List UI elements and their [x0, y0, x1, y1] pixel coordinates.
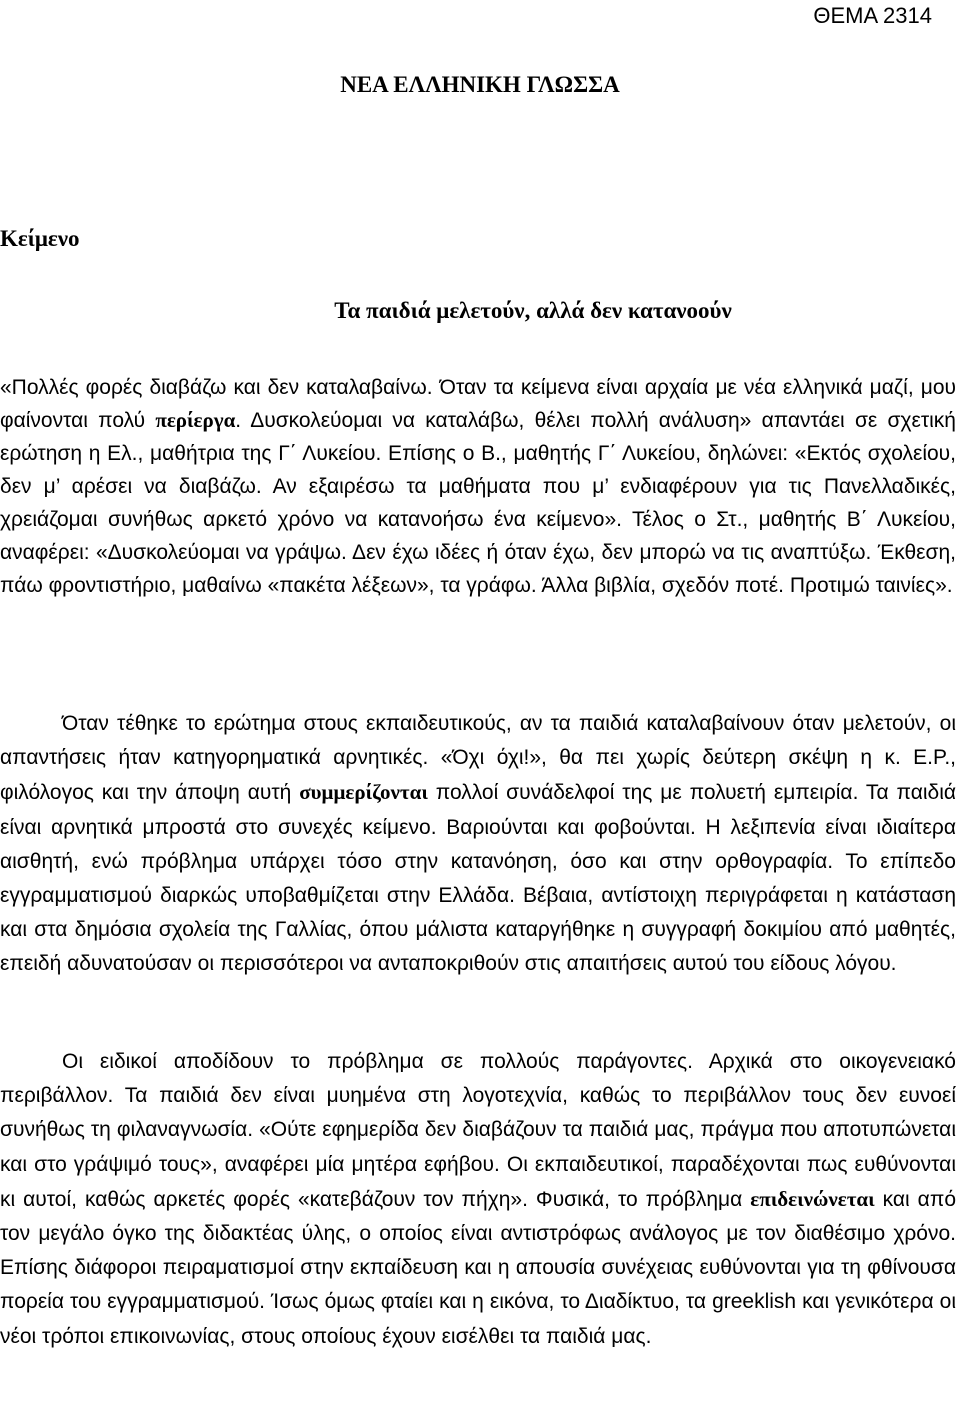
section-label: Κείμενο	[0, 226, 80, 251]
paragraph-2-bold-term: συμμερίζονται	[299, 780, 428, 805]
paragraph-3-text-c: και από τον μεγάλο όγκο της διδακτέας ύλης, ο οποίος είναι αντιστρόφως ανάλογος με τον διαθέσιμο χρόνο. Επίσης διάφοροι πειραματισμοί στην εκπαίδευση και η απουσία συνέχειας ευθύνονται για τη φθίνουσα πορεία του εγγραμματισμού. Ίσως όμως φταίει και η εικόνα, το Διαδίκτυο, τα greeklish και γενικότερα οι νέοι τρόποι επικοινωνίας, στους οποίους έχουν εισέλθει τα παιδιά μας.	[0, 1187, 956, 1348]
paragraph-2	[0, 707, 956, 982]
text-title: Τα παιδιά μελετούν, αλλά δεν κατανοούν	[334, 298, 732, 323]
paragraph-1-text-c: . Δυσκολεύομαι να καταλάβω, θέλει πολλή ανάλυση» απαντάει σε σχετική ερώτηση η Ελ., μαθήτρια της Γ΄ Λυκείου. Επίσης ο Β., μαθητής Γ΄ Λυκείου, δηλώνει: «Εκτός σχολείου, δεν μ’ αρέσει να διαβάζω. Αν εξαιρέσω τα μαθήματα που μ’ ενδιαφέρουν για τις Πανελλαδικές, χρειάζομαι συνήθως αρκετό χρόνο να κατανοήσω ένα κείμενο». Τέλος ο Στ., μαθητής Β΄ Λυκείου, αναφέρει: «Δυσκολεύομαι να γράψω. Δεν έχω ιδέες ή όταν έχω, δεν μπορώ να τις αναπτύξω. Έκθεση, πάω φροντιστήριο, μαθαίνω «πακέτα λέξεων», τα γράφω. Άλλα βιβλία, σχεδόν ποτέ. Προτιμώ ταινίες».	[0, 409, 956, 597]
paragraph-3	[0, 1045, 956, 1354]
paragraph-1-bold-term: περίεργα	[155, 408, 236, 432]
subject-heading: ΝΕΑ ΕΛΛΗΝΙΚΗ ΓΛΩΣΣΑ	[340, 72, 620, 97]
paragraph-3-text-a: Οι ειδικοί αποδίδουν το πρόβλημα σε πολλούς παράγοντες. Αρχικά στο οικογενειακό περιβάλλον. Τα παιδιά δεν είναι μυημένα στη λογοτεχνία, καθώς το περιβάλλον τους δεν ευνοεί συνήθως τη φιλαναγνωσία. «Ούτε εφημερίδα δεν διαβάζουν τα παιδιά μας, πράγμα που αποτυπώνεται και στο γράψιμό τους», αναφέρει μία μητέρα εφήβου. Οι εκπαιδευτικοί, παραδέχονται πως ευθύνονται κι αυτοί, καθώς αρκετές φορές «κατεβάζουν τον πήχη». Φυσικά, το πρόβλημα	[0, 1050, 956, 1211]
paragraph-1-text-a: «Πολλές φορές διαβάζω και δεν καταλαβαίνω. Όταν τα κείμενα είναι αρχαία με νέα ελληνικά μαζί, μου φαίνονται πολύ	[0, 376, 956, 432]
topic-number: ΘΕΜΑ 2314	[813, 3, 932, 28]
paragraph-1	[0, 371, 956, 602]
paragraph-2-text-c: πολλοί συνάδελφοί της με πολυετή εμπειρία. Τα παιδιά είναι αρνητικά μπροστά στο συνεχές κείμενο. Βαριούνται και φοβούνται. Η λεξιπενία είναι ιδιαίτερα αισθητή, ενώ πρόβλημα υπάρχει τόσο στην κατανόηση, όσο και στην ορθογραφία. Το επίπεδο εγγραμματισμού διαρκώς υποβαθμίζεται στην Ελλάδα. Βέβαια, αντίστοιχη περιγράφεται η κατάσταση και στα δημόσια σχολεία της Γαλλίας, όπου μάλιστα καταργήθηκε η συγγραφή δοκιμίου από μαθητές, επειδή αδυνατούσαν οι περισσότεροι να ανταποκριθούν στις απαιτήσεις αυτού του είδους λόγου.	[0, 781, 956, 976]
paragraph-2-text-a: Όταν τέθηκε το ερώτημα στους εκπαιδευτικούς, αν τα παιδιά καταλαβαίνουν όταν μελετούν, οι απαντήσεις ήταν κατηγορηματικά αρνητικές. «Όχι όχι!», θα πει χωρίς δεύτερη σκέψη η κ. Ε.Ρ., φιλόλογος και την άποψη αυτή	[0, 712, 956, 805]
paragraph-3-bold-term: επιδεινώνεται	[750, 1186, 875, 1211]
